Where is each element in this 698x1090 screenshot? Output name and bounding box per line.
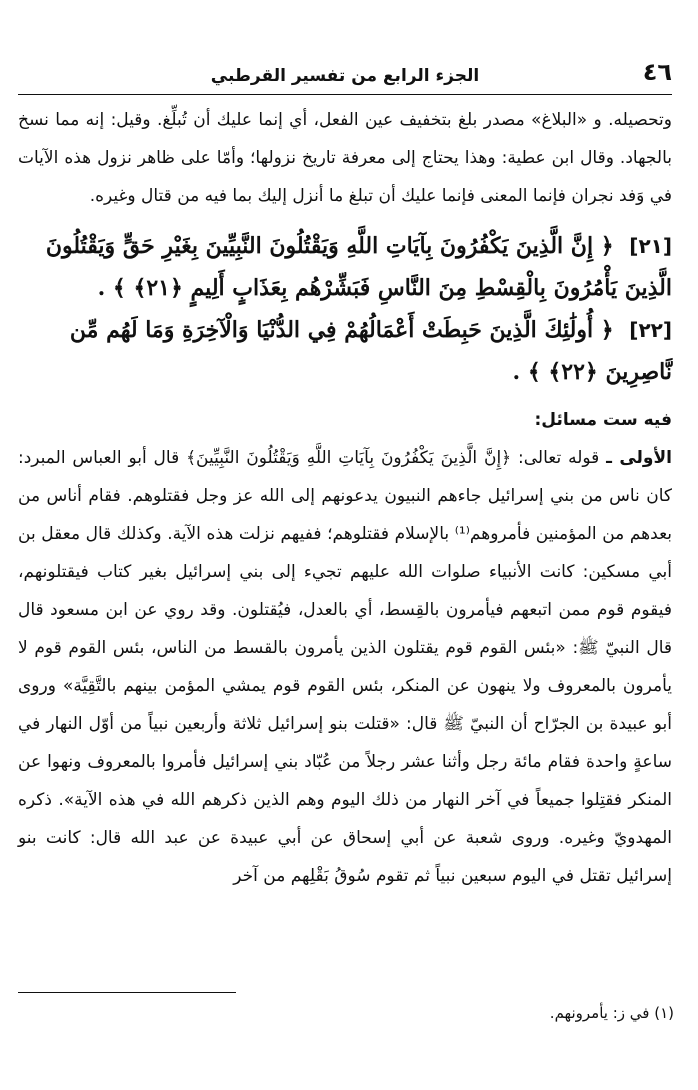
verse-number: [٢٢]: [629, 318, 672, 342]
first-issue-paragraph: [18, 439, 672, 895]
intro-paragraph: وتحصيله. و «البلاغ» مصدر بلغ بتخفيف عين الفعل، أي إنما عليك أن تُبلِّغ. وقيل: إنه مما نسخ بالجهاد. وقال ابن عطية: وهذا يحتاج إلى معرفة تاريخ نزولها؛ وأمّا على ظاهر نزول هذه الآيات في وَفد نجران فإنما المعنى فإنما عليك أن تبلغ ما أنزل إليك بما فيه من قتال وغيره.: [18, 110, 672, 206]
page: [18, 60, 672, 895]
verse-text: ﴿ أُولَٰئِكَ الَّذِينَ حَبِطَتْ أَعْمَالُهُمْ فِي الدُّنْيَا وَالْآخِرَةِ وَمَا لَهُم مِّن نَّاصِرِينَ ﴿٢٢﴾ ﴾ .: [69, 317, 672, 385]
page-header: [18, 60, 672, 95]
verse-22: [18, 309, 672, 393]
verse-number: [٢١]: [629, 234, 672, 258]
issue-text: قوله تعالى: ﴿إِنَّ الَّذِينَ يَكْفُرُونَ بِآيَاتِ اللَّهِ وَيَقْتُلُونَ النَّبِيِّينَ﴾ قال أبو العباس المبرد: كان ناس من بني إسرائيل جاءهم النبيون يدعونهم إلى الله عز وجل فقتلوهم. فقام أناس من بعدهم من المؤمنين فأمروهم⁽¹⁾ بالإسلام فقتلوهم؛ ففيهم نزلت هذه الآية. وكذلك قال معقل بن أبي مسكين: كانت الأنبياء صلوات الله عليهم تجيء إلى بني إسرائيل بغير كتاب فيقتلونهم، فيقوم قوم ممن اتبعهم فيأمرون بالقِسط، أي بالعدل، فيُقتلون. وقد روي عن ابن مسعود قال قال النبيّ ﷺ: «بئس القوم قوم يقتلون الذين يأمرون بالقسط من الناس، بئس القوم قوم لا يأمرون بالمعروف ولا ينهون عن المنكر، بئس القوم قوم يمشي المؤمن بينهم بالتَّقِيَّة» وروى أبو عبيدة بن الجرّاح أن النبيّ ﷺ قال: «قتلت بنو إسرائيل ثلاثة وأربعين نبياً من أوّل النهار في ساعةٍ واحدة فقام مائة رجل وأثنا عشر رجلاً من عُبّاد بني إسرائيل فأمروا بالمعروف ونهوا عن المنكر فقتِلوا جميعاً في آخر النهار من ذلك اليوم وهم الذين ذكرهم الله في هذه الآية». ذكره المهدويّ وغيره. وروى شعبة عن أبي إسحاق عن أبي عبيدة عن عبد الله قال: كانت بنو إسرائيل تقتل في اليوم سبعين نبياً ثم تقوم سُوقُ بَقْلِهم من آخر: [18, 448, 672, 886]
issues-heading: فيه ست مسائل:: [534, 410, 672, 430]
issue-lead: الأولى ـ: [606, 448, 672, 468]
running-title: الجزء الرابع من تفسير القرطبي: [210, 66, 480, 86]
page-number: ٤٦: [642, 58, 672, 86]
verse-21: [18, 225, 672, 309]
footnote-divider: [18, 992, 236, 993]
verse-text: ﴿ إِنَّ الَّذِينَ يَكْفُرُونَ بِآيَاتِ اللَّهِ وَيَقْتُلُونَ النَّبِيِّينَ بِغَيْرِ حَقٍّ وَيَقْتُلُونَ الَّذِينَ يَأْمُرُونَ بِالْقِسْطِ مِنَ النَّاسِ فَبَشِّرْهُم بِعَذَابٍ أَلِيمٍ ﴿٢١﴾ ﴾ .: [45, 233, 672, 301]
verses-block: [18, 225, 672, 393]
footnote: (١) في ز: يأمرونهم.: [549, 1004, 674, 1022]
